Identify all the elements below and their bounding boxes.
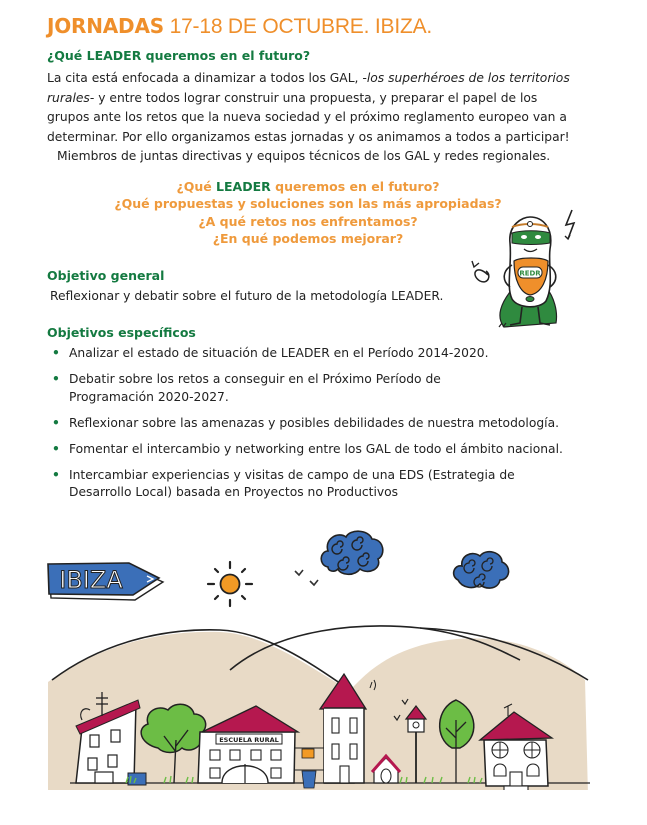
question-1-leader: LEADER [216,179,271,194]
intro-paragraph [47,69,637,167]
question-2: ¿Qué propuestas y soluciones son las más apropiadas? [114,196,502,212]
ibiza-sign-icon [45,560,170,605]
page-title [47,14,432,39]
question-3: ¿A qué retos nos enfrentamos? [198,213,418,229]
mascot-badge-text: REDR [519,269,541,278]
bullet-icon: • [52,441,60,456]
intro-line-2-italic: rurales [47,90,90,105]
list-item [47,415,607,433]
list-item [47,345,607,363]
list-item [47,371,489,406]
bullet-icon: • [52,346,60,360]
list-item-text: Reflexionar sobre las amenazas y posibles debilidades de nuestra metodología. [69,415,560,430]
intro-line-2 [47,89,637,109]
ibiza-sign-text: IBIZA [59,566,123,594]
cloud-icon [318,527,388,577]
list-item-text: Intercambiar experiencias y visitas de campo de una EDS (Estrategia de Desarrollo Local) basada en Proyectos no Productivos [69,467,515,499]
superhero-mascot-icon [462,205,592,335]
objetivos-especificos-list [47,345,607,510]
title-bold: JORNADAS [47,14,164,38]
objetivo-general-heading: Objetivo general [47,268,165,283]
objetivo-general-text: Reflexionar y debatir sobre el futuro de la metodología LEADER. [50,289,444,303]
school-sign-text: ESCUELA RURAL [219,736,279,744]
intro-line-2-text: - y entre todos lograr construir una propuesta, y preparar el papel de los [89,90,538,105]
intro-line-3: grupos ante los retos que la nueva sociedad y el próximo reglamento europeo van a [47,110,567,124]
key-questions [90,178,526,247]
list-item-text: Fomentar el intercambio y networking entre los GAL de todo el ámbito nacional. [69,441,563,456]
intro-heading: ¿Qué LEADER queremos en el futuro? [47,48,311,63]
list-item [47,467,539,502]
bullet-icon: • [52,372,60,386]
question-1-post: queremos en el futuro? [270,179,440,194]
intro-line-1 [47,69,637,89]
intro-line-4: determinar. Por ello organizamos estas jornadas y os animamos a todos a participar! [47,129,570,144]
bullet-icon: • [52,467,60,482]
sun-icon [200,556,260,611]
title-date-location: 17-18 DE OCTUBRE. IBIZA. [163,15,433,38]
question-1 [90,178,526,195]
intro-members: Miembros de juntas directivas y equipos técnicos de los GAL y redes regionales. [57,149,551,163]
intro-line-1-italic: -los superhéroes de los territorios [362,71,570,85]
list-item [47,441,607,459]
question-4: ¿En qué podemos mejorar? [212,230,404,246]
bullet-icon: • [52,415,60,430]
list-item-text: Analizar el estado de situación de LEADER en el Período 2014-2020. [69,346,489,360]
question-1-pre: ¿Qué [176,179,217,194]
cloud-icon [450,546,512,591]
list-item-text: Debatir sobre los retos a conseguir en el Próximo Período de Programación 2020-2027. [69,372,441,404]
intro-line-1-text: La cita está enfocada a dinamizar a todos los GAL, [47,71,363,85]
objetivos-especificos-heading: Objetivos específicos [47,325,196,340]
rural-village-illustration [40,620,600,790]
